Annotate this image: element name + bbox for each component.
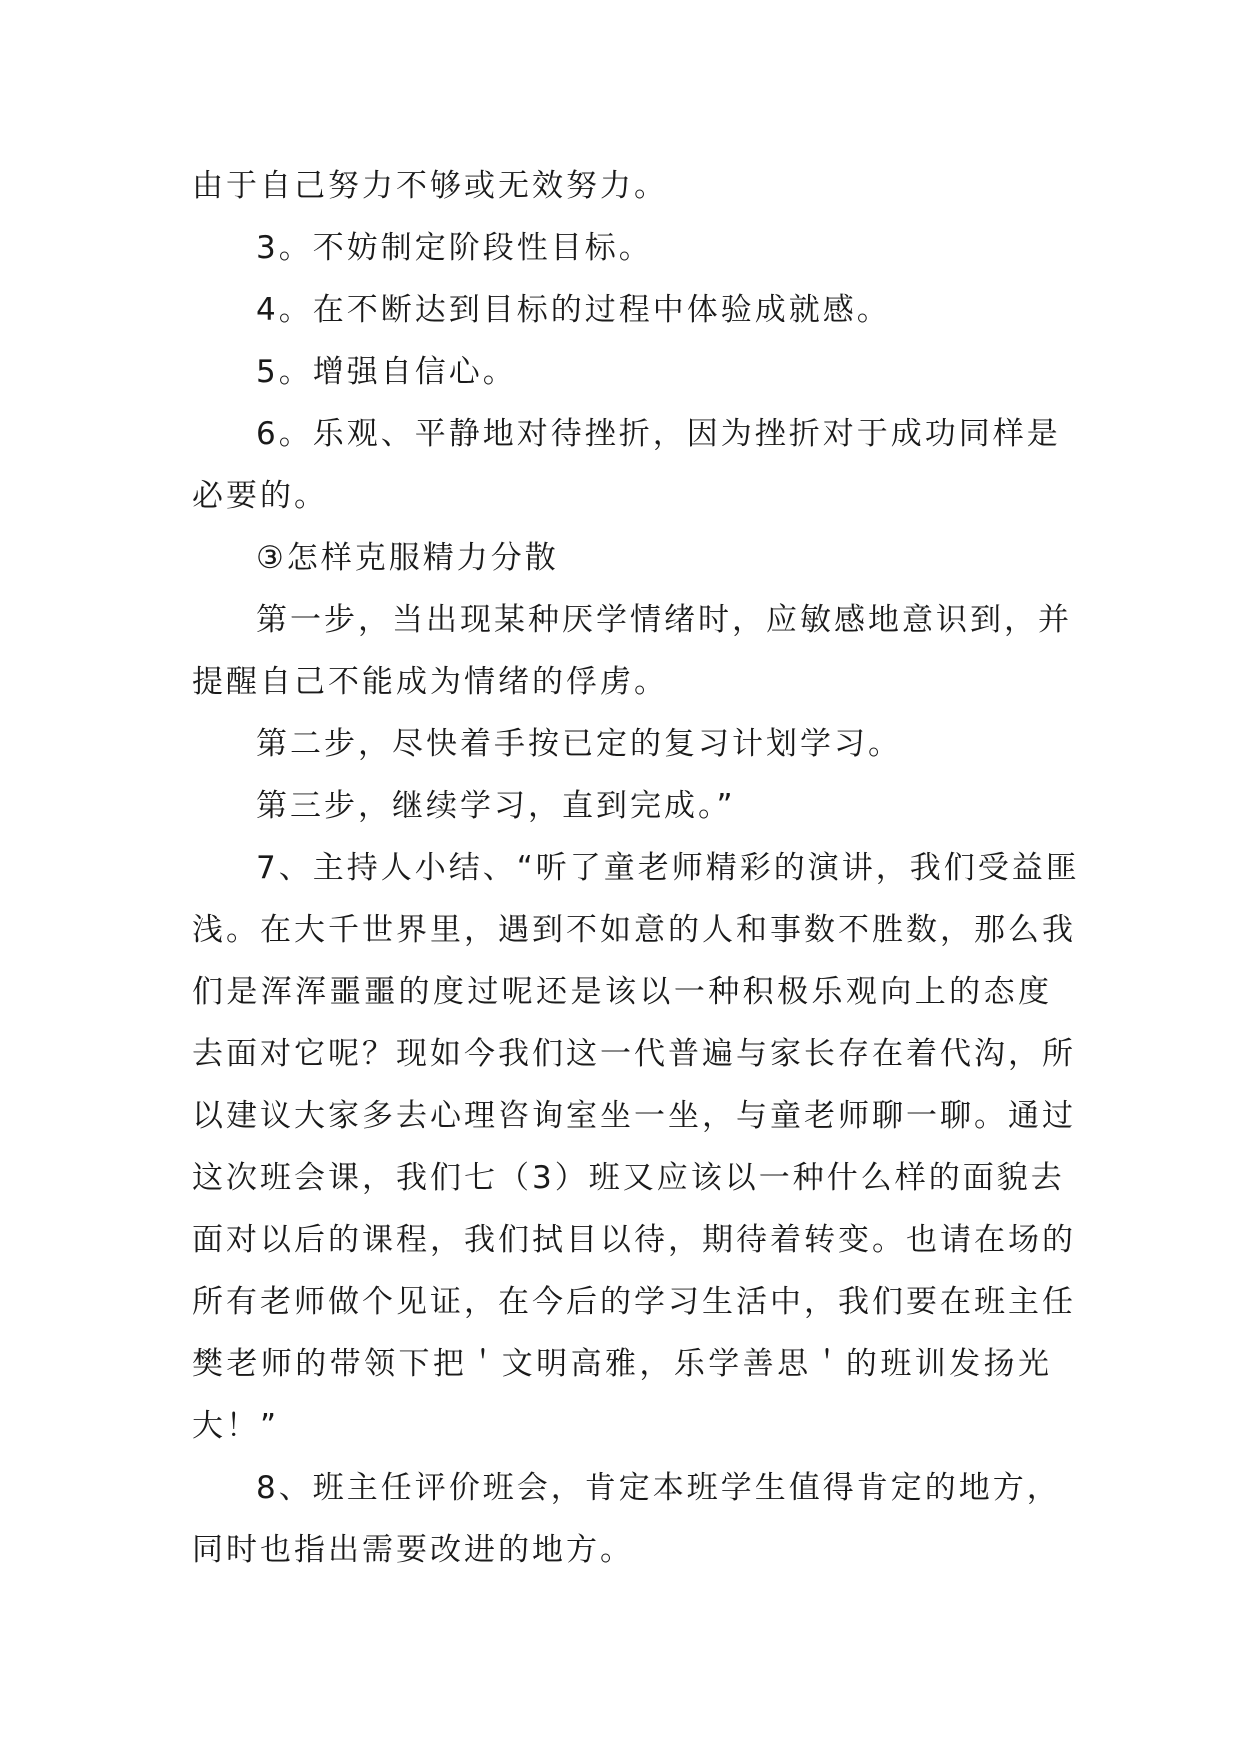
- text-line: 8、班主任评价班会，肯定本班学生值得肯定的地方，: [256, 1470, 1061, 1506]
- text-line: 6。乐观、平静地对待挫折，因为挫折对于成功同样是: [256, 416, 1061, 452]
- text-line: 同时也指出需要改进的地方。: [192, 1532, 634, 1568]
- text-line: 3。不妨制定阶段性目标。: [256, 230, 653, 266]
- text-line: 第一步，当出现某种厌学情绪时，应敏感地意识到，并: [256, 602, 1072, 638]
- section-heading: ③怎样克服精力分散: [256, 540, 559, 576]
- document-page: [192, 155, 1080, 1581]
- text-line: 们是浑浑噩噩的度过呢还是该以一种积极乐观向上的态度: [192, 974, 1052, 1010]
- text-line: 樊老师的带领下把＇文明高雅，乐学善思＇的班训发扬光: [192, 1346, 1052, 1382]
- text-line: 去面对它呢？现如今我们这一代普遍与家长存在着代沟，所: [192, 1036, 1076, 1072]
- text-line: 由于自己努力不够或无效努力。: [192, 168, 668, 204]
- text-line: 浅。在大千世界里，遇到不如意的人和事数不胜数，那么我: [192, 912, 1076, 948]
- text-line: 必要的。: [192, 478, 328, 514]
- text-line: 大！”: [192, 1408, 280, 1444]
- text-line: 5。增强自信心。: [256, 354, 517, 390]
- text-line: 第三步，继续学习，直到完成。”: [256, 788, 736, 824]
- text-line: 以建议大家多去心理咨询室坐一坐，与童老师聊一聊。通过: [192, 1098, 1076, 1134]
- text-line: 7、主持人小结、“听了童老师精彩的演讲，我们受益匪: [256, 850, 1080, 886]
- text-line: 提醒自己不能成为情绪的俘虏。: [192, 664, 668, 700]
- text-line: 这次班会课，我们七（3）班又应该以一种什么样的面貌去: [192, 1160, 1065, 1196]
- text-line: 4。在不断达到目标的过程中体验成就感。: [256, 292, 891, 328]
- text-line: 所有老师做个见证，在今后的学习生活中，我们要在班主任: [192, 1284, 1076, 1320]
- text-line: 第二步，尽快着手按已定的复习计划学习。: [256, 726, 902, 762]
- text-line: 面对以后的课程，我们拭目以待，期待着转变。也请在场的: [192, 1222, 1076, 1258]
